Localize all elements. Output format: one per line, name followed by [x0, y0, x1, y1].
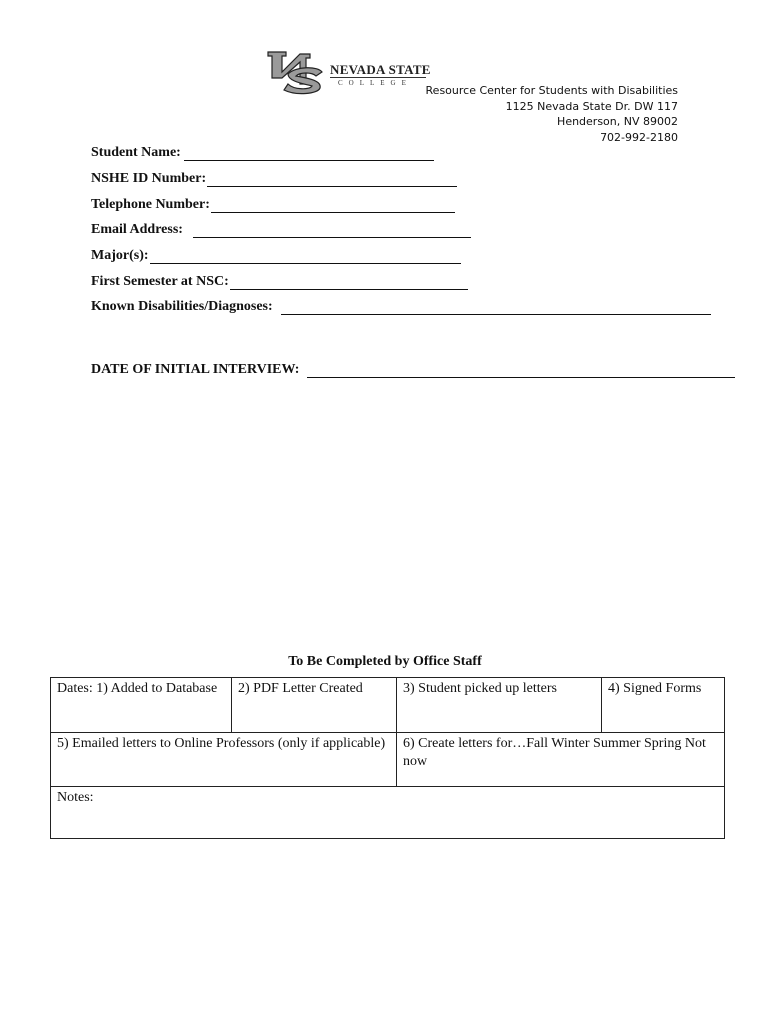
ns-monogram-icon — [266, 48, 326, 96]
majors-label: Major(s): — [91, 248, 149, 263]
address-line: Henderson, NV 89002 — [557, 115, 678, 128]
telephone-field[interactable] — [91, 197, 455, 213]
disabilities-field[interactable] — [91, 299, 711, 315]
create-letters-cell[interactable]: 6) Create letters for…Fall Winter Summer Spring Not now — [397, 733, 725, 787]
address-line: 1125 Nevada State Dr. DW 117 — [505, 99, 678, 113]
telephone-label: Telephone Number: — [91, 197, 210, 212]
dates-added-cell[interactable]: Dates: 1) Added to Database — [51, 678, 232, 733]
student-name-field[interactable] — [91, 145, 434, 161]
address-line: 702-992-2180 — [600, 130, 678, 144]
email-field[interactable] — [91, 222, 471, 238]
first-semester-label: First Semester at NSC: — [91, 274, 229, 289]
logo-divider — [330, 77, 426, 78]
email-line[interactable] — [193, 223, 471, 238]
office-staff-title: To Be Completed by Office Staff — [288, 654, 482, 669]
first-semester-field[interactable] — [91, 274, 468, 290]
pdf-letter-cell[interactable]: 2) PDF Letter Created — [232, 678, 397, 733]
first-semester-line[interactable] — [230, 275, 468, 290]
student-name-line[interactable] — [184, 146, 434, 161]
disabilities-line[interactable] — [281, 300, 711, 315]
nshe-id-label: NSHE ID Number: — [91, 171, 207, 186]
disabilities-label: Known Disabilities/Diagnoses: — [91, 299, 273, 314]
majors-line[interactable] — [150, 249, 461, 264]
office-address — [426, 83, 678, 145]
interview-date-line[interactable] — [307, 363, 735, 378]
interview-date-label: DATE OF INITIAL INTERVIEW: — [91, 362, 300, 377]
address-line: Resource Center for Students with Disabilities — [425, 84, 678, 97]
telephone-line[interactable] — [211, 198, 455, 213]
logo-name: NEVADA STATE — [330, 62, 431, 77]
signed-forms-cell[interactable]: 4) Signed Forms — [602, 678, 725, 733]
student-name-label: Student Name: — [91, 145, 181, 160]
office-staff-table — [50, 677, 725, 839]
picked-up-cell[interactable]: 3) Student picked up letters — [397, 678, 602, 733]
table-row — [51, 678, 725, 733]
table-row — [51, 787, 725, 839]
nsc-logo — [266, 48, 436, 96]
notes-cell[interactable]: Notes: — [51, 787, 725, 839]
logo-subtitle: COLLEGE — [338, 79, 412, 87]
nshe-id-line[interactable] — [207, 172, 457, 187]
emailed-letters-cell[interactable]: 5) Emailed letters to Online Professors (only if applicable) — [51, 733, 397, 787]
table-row — [51, 733, 725, 787]
email-label: Email Address: — [91, 222, 183, 237]
majors-field[interactable] — [91, 248, 461, 264]
nshe-id-field[interactable] — [91, 171, 457, 187]
interview-date-field[interactable] — [91, 362, 735, 378]
